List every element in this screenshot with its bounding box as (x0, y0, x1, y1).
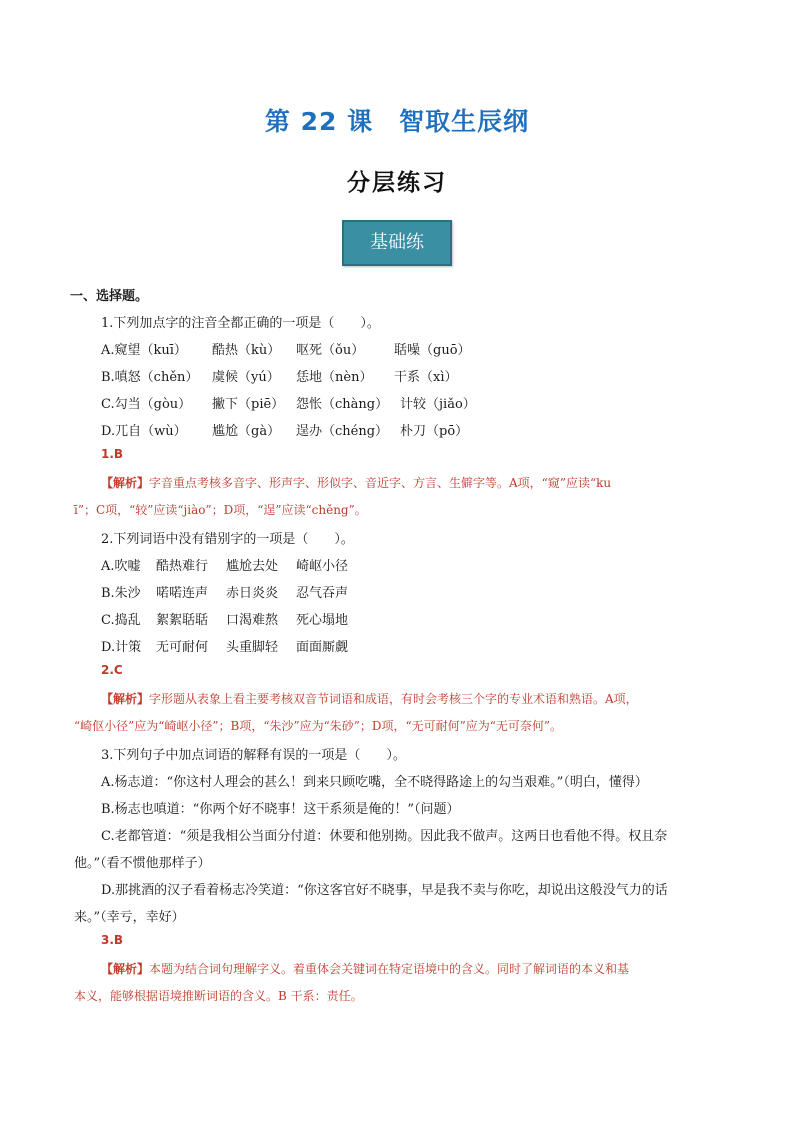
question-3-stem: 3.下列句子中加点词语的解释有误的一项是（ ）。 (101, 748, 406, 763)
analysis-tag: 【解析】 (101, 692, 150, 706)
page-subtitle: 分层练习 (347, 170, 447, 196)
q1-option-a-2: 酷热（kù） (212, 343, 281, 358)
section-heading: 一、选择题。 (70, 289, 149, 304)
q1-option-b-3: 恁地（nèn） (296, 370, 373, 385)
lesson-title: 第 22 课 智取生辰纲 (264, 107, 530, 136)
question-3-answer: 3.B (101, 933, 124, 947)
q1-option-d-1: D.兀自（wù） (101, 424, 187, 439)
q1-option-d-4: 朴刀（pō） (400, 424, 469, 439)
q2-option-a-3: 尴尬去处 (226, 559, 279, 574)
question-2-stem: 2.下列词语中没有错别字的一项是（ ）。 (101, 532, 354, 547)
q1-option-a-1: A.窥望（kuī） (101, 343, 187, 358)
q2-option-d-4: 面面厮觑 (296, 640, 349, 655)
question-1-answer: 1.B (101, 447, 124, 461)
q1-option-a-3: 呕死（ǒu） (296, 343, 365, 358)
q2-option-c-2: 絮絮聒聒 (156, 613, 209, 628)
q1-option-c-3: 怨怅（chàng） (296, 397, 389, 412)
q1-option-b-1: B.嗔怒（chěn） (101, 370, 199, 385)
q3-option-c: C.老都管道：“须是我相公当面分付道：休要和他别拗。因此我不做声。这两日也看他不得。权且奈 (101, 829, 668, 844)
analysis-text: 本题为结合词句理解字义。着重体会关键词在特定语境中的含义。同时了解词语的本义和基 (149, 962, 630, 976)
analysis-tag: 【解析】 (101, 476, 150, 490)
question-2-analysis (101, 690, 638, 707)
q2-option-d-3: 头重脚轻 (226, 640, 279, 655)
q2-option-d-2: 无可耐何 (156, 640, 209, 655)
q1-option-d-2: 尴尬（gà） (212, 424, 281, 439)
q2-option-b-4: 忍气吞声 (296, 586, 349, 601)
q1-option-b-2: 虞候（yú） (212, 370, 280, 385)
analysis-text: 字音重点考核多音字、形声字、形似字、音近字、方言、生僻字等。A项，“窥”应读“ku (149, 476, 612, 490)
q3-option-d: D.那挑酒的汉子看着杨志冷笑道：“你这客官好不晓事，早是我不卖与你吃，却说出这般没气力的话 (101, 883, 668, 898)
q2-option-c-4: 死心塌地 (296, 613, 349, 628)
question-1-analysis (101, 474, 611, 491)
q2-option-c-1: C.捣乱 (101, 613, 141, 628)
q2-option-a-2: 酷热难行 (156, 559, 209, 574)
analysis-tag: 【解析】 (101, 962, 150, 976)
q2-option-b-1: B.朱沙 (101, 586, 141, 601)
question-3-analysis (101, 960, 629, 977)
q1-option-d-3: 逞办（chéng） (296, 424, 389, 439)
question-1-stem: 1.下列加点字的注音全都正确的一项是（ ）。 (101, 316, 380, 331)
q2-option-a-4: 崎岖小径 (296, 559, 349, 574)
q2-option-b-2: 喏喏连声 (156, 586, 209, 601)
q3-option-a: A.杨志道：“你这村人理会的甚么！到来只顾吃嘴，全不晓得路途上的勾当艰难。”（明白，懂得） (101, 775, 648, 790)
q2-option-a-1: A.吹嘘 (101, 559, 141, 574)
q2-option-c-3: 口渴难熬 (226, 613, 279, 628)
question-2-answer: 2.C (101, 663, 123, 677)
q1-option-c-2: 撇下（piē） (212, 397, 285, 412)
question-1-analysis-cont: ī”；C项，“较”应读“jiào”；D项，“逞”应读“chěng”。 (74, 503, 367, 517)
q3-option-b: B.杨志也嗔道：“你两个好不晓事！这干系须是俺的！”（问题） (101, 802, 460, 817)
question-2-analysis-cont: “崎伛小径”应为“崎岖小径”；B项，“朱沙”应为“朱砂”；D项，“无可耐何”应为“无可奈何”。 (74, 719, 563, 733)
q1-option-b-4: 干系（xì） (394, 370, 458, 385)
q2-option-d-1: D.计策 (101, 640, 142, 655)
q3-option-d-cont: 来。”（幸亏，幸好） (74, 910, 185, 925)
question-3-analysis-cont: 本义，能够根据语境推断词语的含义。B 干系：责任。 (74, 989, 363, 1003)
q1-option-c-1: C.勾当（gòu） (101, 397, 192, 412)
q1-option-a-4: 聒噪（guō） (394, 343, 471, 358)
q3-option-c-cont: 他。”（看不惯他那样子） (74, 856, 211, 871)
analysis-text: 字形题从表象上看主要考核双音节词语和成语，有时会考核三个字的专业术语和熟语。A项， (149, 692, 638, 706)
q1-option-c-4: 计较（jiǎo） (400, 397, 476, 412)
level-badge: 基础练 (342, 220, 452, 266)
q2-option-b-3: 赤日炎炎 (226, 586, 279, 601)
